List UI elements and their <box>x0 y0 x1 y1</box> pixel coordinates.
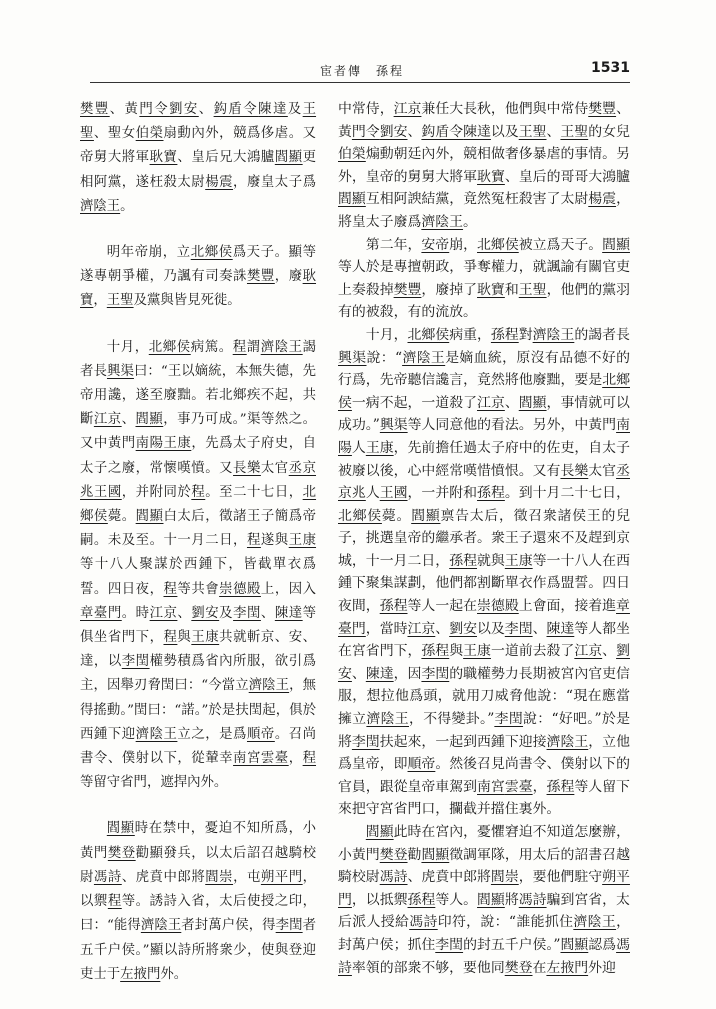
proper-name: 閻顯 <box>560 936 589 953</box>
proper-name: 陳達 <box>258 102 288 117</box>
page-number: 1531 <box>591 60 630 76</box>
proper-name: 樊登 <box>379 846 408 863</box>
proper-name: 樊豐 <box>588 101 617 117</box>
proper-name: 北鄉侯 <box>190 245 233 261</box>
proper-name: 濟陰王 <box>366 711 409 728</box>
proper-name: 閻顯 <box>135 412 164 428</box>
proper-name: 江京 <box>477 394 505 411</box>
page-header <box>90 60 630 83</box>
translation-paragraph: 十月，北鄉侯病重，孫程對濟陰王的謁者長興渠說：“濟陰王是嫡血統，原沒有品德不好的行爲，先帝聽信讒言，竟然將他廢黜，要是北鄉侯一病不起，一道殺了江京、閻顯，事情就可以成功。”興渠等人同意他的看法。另外，中黃門南陽人王康，先前擔任過太子府中的佐吏，自太子被廢以後，心中經常嘆惜憤恨。又有長樂太官丞京兆人王國，一并附和孫程。到十月二十七日，北鄉侯薨。閻顯禀告太后，徵召衆諸侯王的兒子，挑選皇帝的繼承者。衆王子還來不及趕到京城，十一月二日，孫程就與王康等一十八人在西鍾下聚集謀劃，他們都割斷單衣作爲盟誓。四日夜間，孫程等人一起在崇德殿上會面，接着進章臺門，當時江京、劉安以及李閏、陳達等人都坐在宮省門下，孫程與王康一道前去殺了江京、劉安、陳達，因李閏的職權勢力長期被宮內官吏信服，想拉他爲頭，就用刀威脅他說：“現在應當擁立濟陰王，不得變卦。”李閏說：“好吧。”於是將李閏扶起來，一起到西鍾下迎接濟陰王，立他爲皇帝，即順帝。然後召見尚書令、僕射以下的官員，跟從皇帝車駕到南宮雲臺，孫程等人留下來把守宮省門口，攔截并擋住裏外。 <box>338 326 630 818</box>
proper-name: 樊豐 <box>393 281 422 298</box>
proper-name: 閻顯 <box>365 824 394 840</box>
proper-name: 閻顯 <box>135 509 164 525</box>
proper-name: 濟陰王 <box>135 726 178 742</box>
proper-name: 孫程 <box>449 552 478 569</box>
proper-name: 閻顯 <box>106 821 135 837</box>
proper-name: 興渠 <box>338 349 367 366</box>
proper-name: 王康 <box>163 436 192 452</box>
proper-name: 左掖門 <box>120 966 161 982</box>
translation-paragraph: 閻顯此時在宮內，憂懼窘迫不知道怎麼辦，小黃門樊登勸閻顯徵調軍隊，用太后的詔書召越騎校尉馮詩、虎賁中郎將閻崇，要他們駐守朔平門，以抵禦孫程等人。閻顯將馮詩騙到宮省，太后派人授給馮詩印符，說：“誰能抓住濟陰王，封萬户侯；抓住李閏的封五千户侯。”閻顯認爲馮詩率領的部衆不够，要他同樊登在左掖門外迎 <box>338 824 630 976</box>
proper-name: 王國 <box>93 484 122 500</box>
proper-name: 耿寶 <box>477 281 505 298</box>
proper-name: 南宮 <box>233 751 261 767</box>
proper-name: 劉安 <box>169 102 199 117</box>
proper-name: 程 <box>302 751 317 767</box>
proper-name: 長樂 <box>233 460 261 476</box>
classical-paragraph: 閻顯時在禁中，憂迫不知所爲，小黃門樊登勸顯發兵，以太后詔召越騎校尉馮詩、虎賁中郎將閻崇，屯朔平門，以禦程等。誘詩入省，太后使授之印，曰：“能得濟陰王者封萬户侯，得李閏者五千户侯。”顯以詩所將衆少，使與登迎吏士于左掖門外。 <box>80 821 317 982</box>
proper-name: 王康 <box>463 643 491 660</box>
proper-name: 劉安 <box>338 643 630 682</box>
proper-name: 伯榮 <box>135 126 164 142</box>
proper-name: 李閏 <box>504 620 533 637</box>
proper-name: 馮詩 <box>379 869 408 886</box>
proper-name: 馮詩 <box>518 891 547 908</box>
proper-name: 濟陰王 <box>260 339 303 355</box>
proper-name: 閻顯 <box>411 507 441 524</box>
proper-name: 李閏 <box>121 654 150 670</box>
proper-name: 興渠 <box>106 363 134 379</box>
proper-name: 樊豐 <box>80 102 110 117</box>
proper-name: 陳達 <box>463 123 491 140</box>
proper-name: 馮詩 <box>338 936 630 976</box>
translation-column <box>338 98 630 979</box>
proper-name: 孫程 <box>546 778 575 795</box>
proper-name: 耿寶 <box>80 269 317 309</box>
proper-name: 閻崇 <box>490 869 519 886</box>
proper-name: 北鄉侯 <box>80 484 317 525</box>
proper-name: 楊震 <box>205 174 234 190</box>
proper-name: 孫程 <box>490 326 519 343</box>
proper-name: 鈎盾令 <box>213 102 259 117</box>
proper-name: 李閏 <box>351 733 380 750</box>
proper-name: 左掖門 <box>546 959 589 976</box>
proper-name: 閻顯 <box>602 236 630 253</box>
proper-name: 孫程 <box>477 485 505 502</box>
proper-name: 北鄉侯 <box>148 339 191 355</box>
proper-name: 李閏 <box>494 711 524 728</box>
proper-name: 馮詩 <box>409 914 438 931</box>
proper-name: 樊登 <box>504 959 533 976</box>
proper-name: 門令 <box>351 123 380 140</box>
proper-name: 南宮 <box>477 778 505 795</box>
proper-name: 朔平門 <box>338 869 630 908</box>
proper-name: 王聖 <box>518 123 547 140</box>
proper-name: 李閏 <box>233 605 261 621</box>
proper-name: 章臺門 <box>80 605 122 621</box>
proper-name: 王聖 <box>560 123 589 140</box>
proper-name: 耿寶 <box>477 168 505 185</box>
proper-name: 楊震 <box>588 191 617 208</box>
translation-paragraph: 第二年，安帝崩，北鄉侯被立爲天子。閻顯等人於是專擅朝政，爭奪權力，就諷諭有關官吏上奏殺掉樊豐，廢掉了耿寶和王聖，他們的黨羽有的被殺，有的流放。 <box>338 236 630 321</box>
proper-name: 程 <box>191 484 206 500</box>
proper-name: 閻顯 <box>421 846 450 863</box>
proper-name: 江京 <box>149 605 178 621</box>
proper-name: 江京 <box>393 101 422 117</box>
proper-name: 程 <box>232 339 247 355</box>
proper-name: 北鄉侯 <box>338 507 382 524</box>
proper-name: 江京 <box>407 620 436 637</box>
proper-name: 南陽 <box>338 417 630 456</box>
proper-name: 王聖 <box>80 102 317 142</box>
proper-name: 陳達 <box>546 620 575 637</box>
proper-name: 北鄉侯 <box>477 236 519 253</box>
proper-name: 馮詩 <box>93 869 122 885</box>
proper-name: 孫程 <box>421 643 450 660</box>
proper-name: 王康 <box>504 552 533 569</box>
proper-name: 濟陰王 <box>421 213 464 230</box>
proper-name: 順帝 <box>246 726 275 742</box>
proper-name: 王康 <box>191 630 220 646</box>
proper-name: 劉安 <box>379 123 408 140</box>
proper-name: 雲臺 <box>504 778 533 795</box>
translation-paragraph: 中常侍，江京兼任大長秋，他們與中常侍樊豐、黃門令劉安、鈎盾令陳達以及王聖、王聖的女兒伯榮煽動朝廷內外，競相做奢侈暴虐的事情。另外，皇帝的舅舅大將軍耿寶、皇后的哥哥大鴻臚閻顯互相阿諛結黨，竟然冤枉殺害了太尉楊震，將皇太子廢爲濟陰王。 <box>338 101 630 230</box>
proper-name: 樊登 <box>107 845 136 861</box>
proper-name: 丞京兆 <box>80 460 317 500</box>
proper-name: 陳達 <box>365 665 394 682</box>
proper-name: 閻顯 <box>477 891 505 908</box>
proper-name: 閻顯 <box>274 150 303 166</box>
proper-name: 濟陰王 <box>532 326 575 343</box>
classical-paragraph: 明年帝崩，立北鄉侯爲天子。顯等遂專朝爭權，乃諷有司奏誅樊豐，廢耿寶，王聖及黨與皆見死徙。 <box>80 245 317 309</box>
proper-name: 耿寶 <box>149 150 178 166</box>
classical-text-column <box>80 98 316 1009</box>
proper-name: 北鄉侯 <box>407 326 450 343</box>
proper-name: 章臺門 <box>338 598 630 637</box>
running-head: 宦者傳 孫程 <box>320 64 405 78</box>
proper-name: 李閏 <box>421 665 450 682</box>
proper-name: 李閏 <box>435 936 464 953</box>
proper-name: 江京 <box>93 412 122 428</box>
proper-name: 濟陰王 <box>80 198 121 214</box>
classical-paragraph: 十月，北鄉侯病篤。程謂濟陰王謁者長興渠曰：“王以嫡統，本無失德，先帝用讒，遂至廢黜。若北鄉疾不起，共斷江京、閻顯，事乃可成。”渠等然之。又中黃門南陽王康，先爲太子府史，自太子之廢，常懷嘆憤。又長樂太官丞京兆王國，并附同於程。至二十七日，北鄉侯薨。閻顯白太后，徵諸王子簡爲帝嗣。未及至。十一月二日，程遂與王康等十八人聚謀於西鍾下，皆截單衣爲誓。四日夜，程等共會崇德殿上，因入章臺門。時江京、劉安及李閏、陳達等俱坐省門下，程與王康共就斬京、安、達，以李閏權勢積爲省內所服，欲引爲主，因舉刃脅閏曰：“今當立濟陰王，無得搖動。”閏曰：“諾。”於是扶閏起，俱於西鍾下迎濟陰王立之，是爲順帝。召尚書令、僕射以下，從輦幸南宮雲臺，程等留守省門，遮捍內外。 <box>80 339 317 791</box>
proper-name: 樊豐 <box>246 269 275 285</box>
proper-name: 李閏 <box>275 918 303 934</box>
proper-name: 程 <box>246 533 261 549</box>
proper-name: 王國 <box>379 485 408 502</box>
proper-name: 長樂 <box>560 462 589 479</box>
proper-name: 雲臺 <box>260 751 289 767</box>
proper-name: 順帝 <box>407 756 436 773</box>
proper-name: 王康 <box>288 533 317 549</box>
proper-name: 程 <box>163 630 178 646</box>
proper-name: 閻崇 <box>205 869 234 885</box>
proper-name: 王康 <box>365 439 394 456</box>
proper-name: 王聖 <box>518 281 547 298</box>
proper-name: 崇德殿 <box>477 598 519 615</box>
proper-name: 程 <box>107 894 122 910</box>
proper-name: 濟陰王 <box>573 914 617 931</box>
proper-name: 孫程 <box>407 891 436 908</box>
proper-name: 王聖 <box>106 293 134 309</box>
proper-name: 南陽 <box>135 436 164 452</box>
proper-name: 門令 <box>139 102 170 117</box>
proper-name: 孫程 <box>379 598 408 615</box>
proper-name: 安帝 <box>421 236 450 253</box>
proper-name: 劉安 <box>449 620 477 637</box>
proper-name: 伯榮 <box>338 146 366 163</box>
classical-paragraph: 樊豐、黃門令劉安、鈎盾令陳達及王聖、聖女伯榮扇動內外，競爲侈虐。又帝舅大將軍耿寶、皇后兄大鴻臚閻顯更相阿黨，遂枉殺太尉楊震，廢皇太子爲濟陰王。 <box>80 102 317 214</box>
proper-name: 丞京兆 <box>338 462 630 502</box>
proper-name: 閻顯 <box>518 394 547 411</box>
proper-name: 鈎盾令 <box>421 123 464 140</box>
proper-name: 崇德殿 <box>219 581 261 597</box>
proper-name: 閻顯 <box>338 191 366 208</box>
proper-name: 濟陰王 <box>140 918 182 934</box>
proper-name: 朔平門 <box>260 869 303 885</box>
proper-name: 程 <box>163 581 178 597</box>
proper-name: 北鄉侯 <box>338 372 630 411</box>
proper-name: 濟陰王 <box>248 678 290 694</box>
proper-name: 濟陰王 <box>546 733 589 750</box>
proper-name: 興渠 <box>379 417 408 434</box>
proper-name: 陳達 <box>274 605 303 621</box>
proper-name: 劉安 <box>191 605 220 621</box>
proper-name: 濟陰王 <box>402 349 446 366</box>
proper-name: 江京 <box>574 643 603 660</box>
